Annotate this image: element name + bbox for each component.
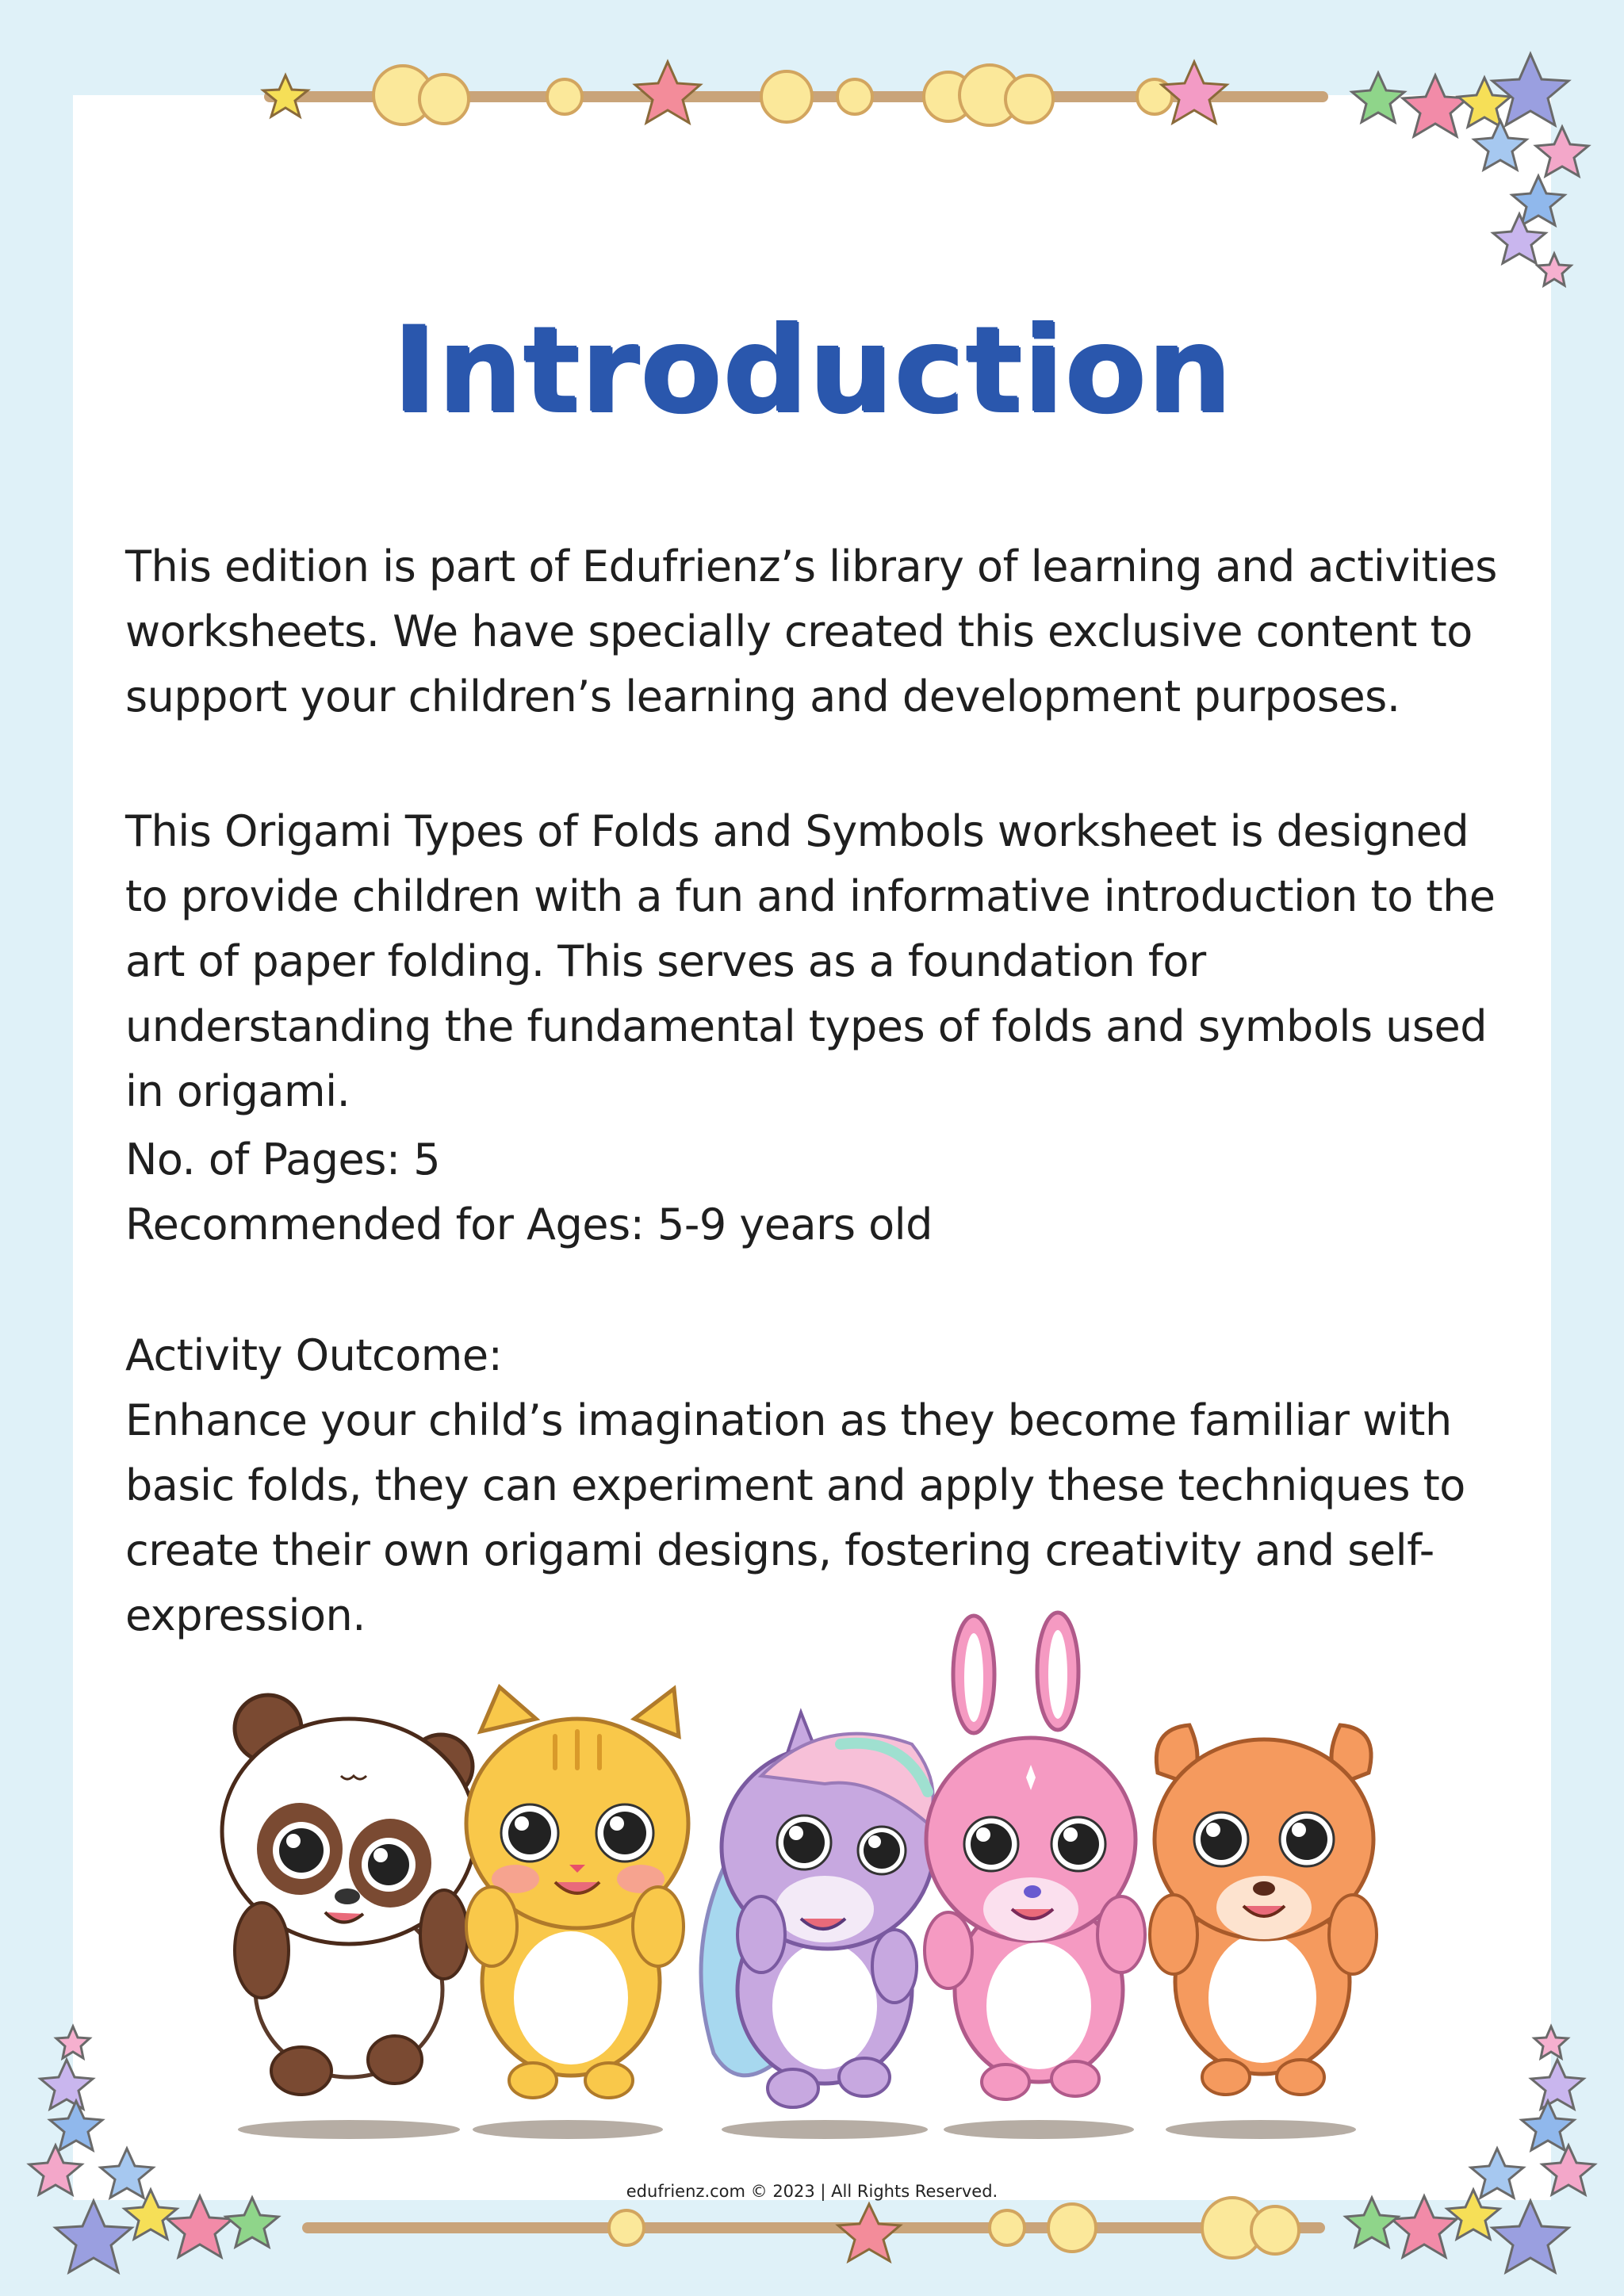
copyright-footer: edufrienz.com © 2023 | All Rights Reserved. — [626, 2182, 998, 2201]
bunny-character — [925, 1613, 1145, 2099]
intro-paragraph-text: This edition is part of Edufrienz’s library of learning and activities worksheets. We have specially created this exclusive content to support your children’s learning and development purposes. — [125, 541, 1497, 721]
page-title: Introduction — [392, 301, 1232, 439]
panda-character — [222, 1695, 476, 2095]
activity-outcome-text: Enhance your child’s imagination as they become familiar with basic folds, they can experiment and apply these techniques to create their own origami designs, fostering creativity and self-expression. — [125, 1395, 1465, 1640]
pages-count: No. of Pages: 5 — [125, 1135, 441, 1184]
ground-shadows — [238, 2120, 1356, 2139]
recommended-ages: Recommended for Ages: 5-9 years old — [125, 1200, 933, 1249]
cat-character — [466, 1687, 688, 2098]
bear-character — [1150, 1725, 1377, 2095]
unicorn-character — [701, 1712, 934, 2107]
activity-outcome-heading: Activity Outcome: — [125, 1330, 503, 1380]
description-paragraph-text: This Origami Types of Folds and Symbols worksheet is designed to provide children with a fun and informative introduction to the art of paper folding. This serves as a foundation for understanding the fundamental types of folds and symbols used in origami. — [125, 806, 1496, 1116]
